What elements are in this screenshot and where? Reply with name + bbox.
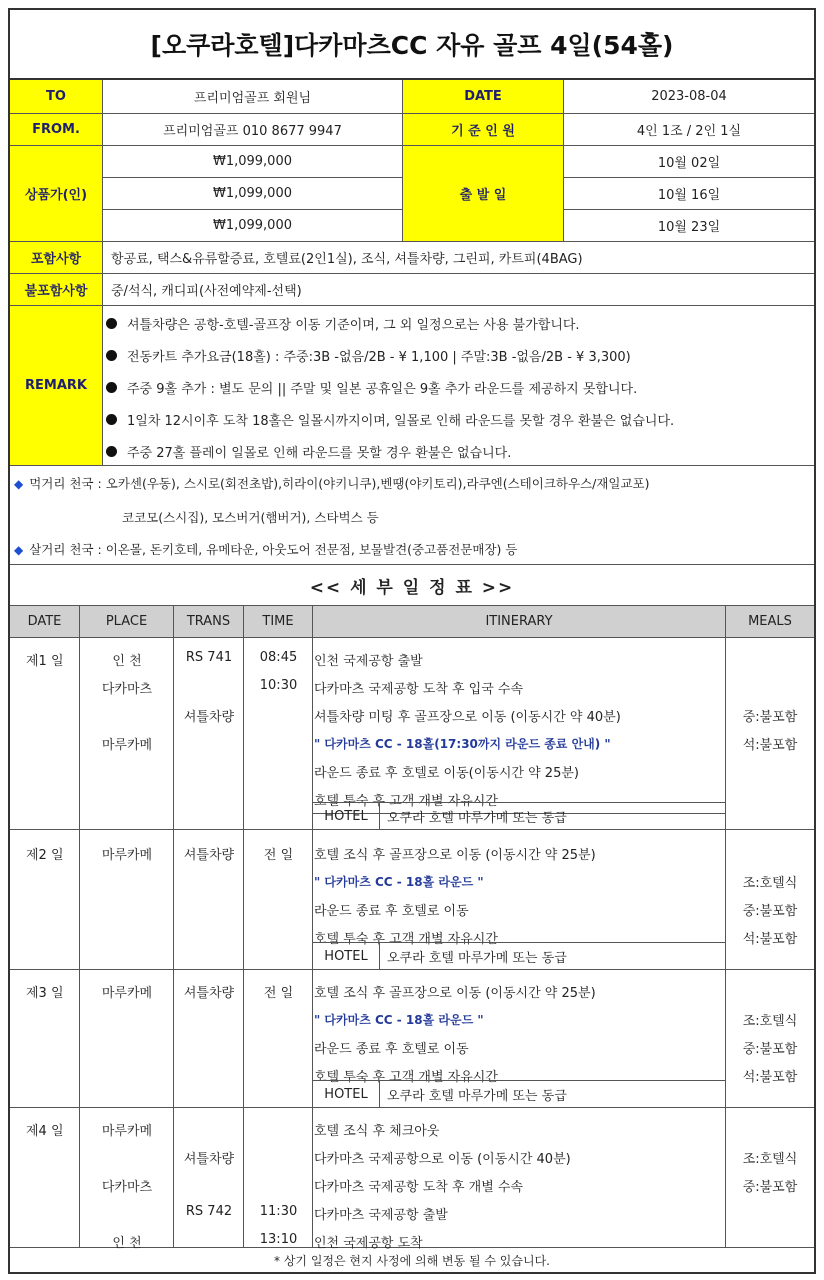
time: 08:45 bbox=[259, 650, 298, 665]
time: 13:10 bbox=[259, 1232, 298, 1247]
departure-date: 10월 23일 bbox=[564, 210, 814, 242]
transport: 셔틀차량 bbox=[183, 710, 235, 725]
place: 다카마츠 bbox=[101, 682, 153, 697]
remark-item: 1일차 12시이후 도착 18홀은 일몰시까지이며, 일몰로 인해 라운드를 못할 경우 환불은 없습니다. bbox=[106, 403, 674, 435]
day-label: 제1 일 bbox=[26, 654, 64, 669]
tour-document bbox=[8, 8, 816, 1274]
itinerary-round: " 다카마츠 CC - 18홀(17:30까지 라운드 종료 안내) " bbox=[314, 737, 611, 751]
transport: RS 741 bbox=[185, 650, 233, 665]
excluded-value: 중/석식, 캐디피(사전예약제-선택) bbox=[103, 274, 814, 306]
meal: 석:불포함 bbox=[742, 1070, 798, 1085]
header-time: TIME bbox=[244, 606, 313, 638]
meal: 중:불포함 bbox=[742, 904, 798, 919]
header-itinerary: ITINERARY bbox=[313, 606, 726, 638]
itinerary-round: " 다카마츠 CC - 18홀 라운드 " bbox=[314, 875, 484, 889]
header-place: PLACE bbox=[80, 606, 174, 638]
itinerary-item: 다카마츠 국제공항 도착 후 개별 수속 bbox=[314, 1180, 524, 1195]
hotel-name: 오쿠라 호텔 마루가메 또는 동급 bbox=[387, 951, 567, 966]
remark-label: REMARK bbox=[10, 306, 103, 466]
itinerary-item: 호텔 조식 후 골프장으로 이동 (이동시간 약 25분) bbox=[314, 986, 596, 1001]
from-value: 프리미엄골프 010 8677 9947 bbox=[103, 114, 403, 146]
itinerary-item: 라운드 종료 후 호텔로 이동 bbox=[314, 1042, 469, 1057]
itinerary-item: 호텔 투숙 후 고객 개별 자유시간 bbox=[314, 794, 498, 809]
transport: 셔틀차량 bbox=[183, 1152, 235, 1167]
time: 전 일 bbox=[263, 848, 294, 863]
meal: 석:불포함 bbox=[742, 738, 798, 753]
included-value: 항공료, 택스&유류할증료, 호텔료(2인1실), 조식, 셔틀차량, 그린피, 카트피(4BAG) bbox=[103, 242, 814, 274]
day-label: 제2 일 bbox=[26, 848, 64, 863]
departure-date: 10월 16일 bbox=[564, 178, 814, 210]
itinerary-item: 인천 국제공항 도착 bbox=[314, 1236, 423, 1251]
diamond-icon: ◆ bbox=[14, 543, 24, 557]
hotel-label: HOTEL bbox=[313, 943, 380, 970]
departure-date: 10월 02일 bbox=[564, 146, 814, 178]
price-value: ₩1,099,000 bbox=[103, 146, 403, 178]
time: 전 일 bbox=[263, 986, 294, 1001]
hotel-name: 오쿠라 호텔 마루가메 또는 동급 bbox=[387, 1089, 567, 1104]
bullet-icon bbox=[106, 382, 117, 393]
remark-item: 전동카트 추가요금(18홀) : 주중:3B -없음/2B - ¥ 1,100 | 주말:3B -없음/2B - ¥ 3,300) bbox=[106, 339, 631, 371]
to-label: TO bbox=[10, 80, 103, 114]
itinerary-item: 라운드 종료 후 호텔로 이동 bbox=[314, 904, 469, 919]
header-meals: MEALS bbox=[726, 606, 814, 638]
place: 다카마츠 bbox=[101, 1180, 153, 1195]
base-people-label: 기 준 인 원 bbox=[403, 114, 564, 146]
itinerary-item: 인천 국제공항 출발 bbox=[314, 654, 423, 669]
footer-note: * 상기 일정은 현지 사정에 의해 변동 될 수 있습니다. bbox=[274, 1253, 550, 1268]
time: 11:30 bbox=[259, 1204, 298, 1219]
remark-item: 주중 9홀 추가 : 별도 문의 || 주말 및 일본 공휴일은 9홀 추가 라운드를 제공하지 못합니다. bbox=[106, 371, 637, 403]
page-title: [오쿠라호텔]다카마츠CC 자유 골프 4일(54홀) bbox=[10, 10, 814, 80]
place: 마루카메 bbox=[101, 738, 153, 753]
meal: 석:불포함 bbox=[742, 932, 798, 947]
itinerary-item: 다카마츠 국제공항 출발 bbox=[314, 1208, 448, 1223]
date-value: 2023-08-04 bbox=[564, 80, 814, 114]
shopping-tips: ◆ 살거리 천국 : 이온몰, 돈키호테, 유메타운, 아웃도어 전문점, 보물발견(중고품전문매장) 등 bbox=[14, 542, 518, 557]
excluded-label: 불포함사항 bbox=[10, 274, 103, 306]
bullet-icon bbox=[106, 414, 117, 425]
transport: 셔틀차량 bbox=[183, 848, 235, 863]
base-people-value: 4인 1조 / 2인 1실 bbox=[564, 114, 814, 146]
place: 마루카메 bbox=[101, 1124, 153, 1139]
hotel-row bbox=[313, 942, 726, 970]
bullet-icon bbox=[106, 318, 117, 329]
hotel-name: 오쿠라 호텔 마루가메 또는 동급 bbox=[387, 811, 567, 826]
price-value: ₩1,099,000 bbox=[103, 210, 403, 242]
meal: 중:불포함 bbox=[742, 1180, 798, 1195]
day-label: 제3 일 bbox=[26, 986, 64, 1001]
transport: RS 742 bbox=[185, 1204, 233, 1219]
departure-label: 출 발 일 bbox=[403, 146, 564, 242]
itinerary-round: " 다카마츠 CC - 18홀 라운드 " bbox=[314, 1013, 484, 1027]
meal: 조:호텔식 bbox=[742, 876, 798, 891]
meal: 중:불포함 bbox=[742, 1042, 798, 1057]
time: 10:30 bbox=[259, 678, 298, 693]
hotel-label: HOTEL bbox=[313, 803, 380, 830]
remark-item: 셔틀차량은 공항-호텔-골프장 이동 기준이며, 그 외 일정으로는 사용 불가합니다. bbox=[106, 307, 580, 339]
schedule-title: << 세 부 일 정 표 >> bbox=[10, 564, 814, 606]
day-label: 제4 일 bbox=[26, 1124, 64, 1139]
meal: 중:불포함 bbox=[742, 710, 798, 725]
itinerary-item: 다카마츠 국제공항 도착 후 입국 수속 bbox=[314, 682, 524, 697]
day-row bbox=[10, 1108, 814, 1251]
price-label: 상품가(인) bbox=[10, 146, 103, 242]
hotel-label: HOTEL bbox=[313, 1081, 380, 1108]
hotel-row bbox=[313, 802, 726, 830]
itinerary-item: 호텔 조식 후 체크아웃 bbox=[314, 1124, 440, 1139]
meal: 조:호텔식 bbox=[742, 1014, 798, 1029]
place: 마루카메 bbox=[101, 986, 153, 1001]
to-value: 프리미엄골프 회원님 bbox=[103, 80, 403, 114]
place: 인 천 bbox=[112, 654, 142, 669]
food-tips-continued: 코코모(스시집), 모스버거(햄버거), 스타벅스 등 bbox=[122, 510, 379, 525]
place: 마루카메 bbox=[101, 848, 153, 863]
transport: 셔틀차량 bbox=[183, 986, 235, 1001]
from-label: FROM. bbox=[10, 114, 103, 146]
bullet-icon bbox=[106, 446, 117, 457]
price-value: ₩1,099,000 bbox=[103, 178, 403, 210]
header-date: DATE bbox=[10, 606, 80, 638]
remark-item: 주중 27홀 플레이 일몰로 인해 라운드를 못할 경우 환불은 없습니다. bbox=[106, 435, 511, 467]
hotel-row bbox=[313, 1080, 726, 1108]
itinerary-item: 호텔 조식 후 골프장으로 이동 (이동시간 약 25분) bbox=[314, 848, 596, 863]
itinerary-item: 호텔 투숙 후 고객 개별 자유시간 bbox=[314, 1070, 498, 1085]
date-label: DATE bbox=[403, 80, 564, 114]
header-trans: TRANS bbox=[174, 606, 244, 638]
meal: 조:호텔식 bbox=[742, 1152, 798, 1167]
itinerary-item: 다카마츠 국제공항으로 이동 (이동시간 40분) bbox=[314, 1152, 571, 1167]
food-tips: ◆ 먹거리 천국 : 오카센(우동), 스시로(회전초밥),히라이(야키니쿠),벤땡(야키토리),라쿠엔(스테이크하우스/재일교포) bbox=[14, 476, 650, 491]
place: 인 천 bbox=[112, 1236, 142, 1251]
diamond-icon: ◆ bbox=[14, 477, 24, 491]
bullet-icon bbox=[106, 350, 117, 361]
itinerary-item: 셔틀차량 미팅 후 골프장으로 이동 (이동시간 약 40분) bbox=[314, 710, 621, 725]
itinerary-item: 호텔 투숙 후 고객 개별 자유시간 bbox=[314, 932, 498, 947]
itinerary-item: 라운드 종료 후 호텔로 이동(이동시간 약 25분) bbox=[314, 766, 579, 781]
included-label: 포함사항 bbox=[10, 242, 103, 274]
